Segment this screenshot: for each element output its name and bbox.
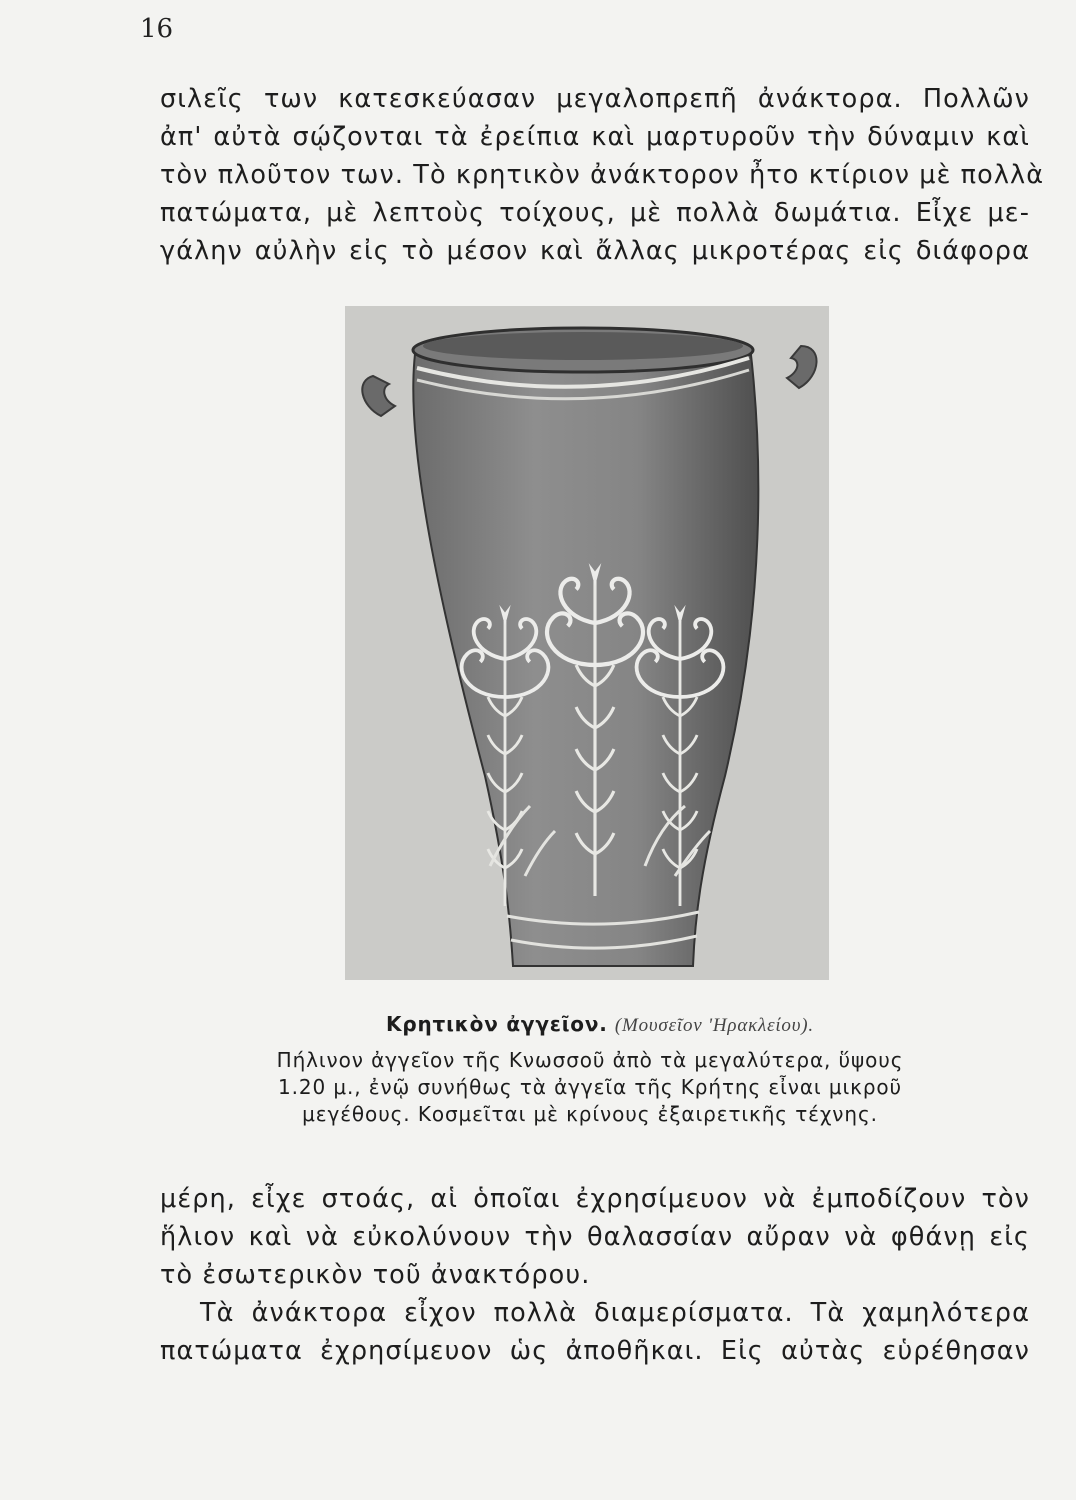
text-line: τὸν πλοῦτον των. Τὸ κρητικὸν ἀνάκτορον ἦτο κτίριον μὲ πολλὰ bbox=[160, 160, 1045, 190]
text-line: πατώματα ἐχρησίμευον ὡς ἀποθῆκαι. Εἰς αὐτὰς εὑρέθησαν bbox=[160, 1336, 1030, 1366]
caption-title-text: Κρητικὸν ἀγγεῖον. bbox=[386, 1012, 608, 1036]
text-line: σιλεῖς των κατεσκεύασαν μεγαλοπρεπῆ ἀνάκτορα. Πολλῶν bbox=[160, 84, 1030, 114]
caption-title bbox=[220, 1012, 980, 1037]
caption-line: μεγέθους. Κοσμεῖται μὲ κρίνους ἐξαιρετικῆς τέχνης. bbox=[302, 1102, 878, 1126]
figure-caption bbox=[200, 1012, 980, 1128]
text-line: ἀπ' αὐτὰ σῴζονται τὰ ἐρείπια καὶ μαρτυροῦν τὴν δύναμιν καὶ bbox=[160, 122, 1030, 152]
text-line: γάλην αὐλὴν εἰς τὸ μέσον καὶ ἄλλας μικροτέρας εἰς διάφορα bbox=[160, 236, 1030, 266]
text-line: πατώματα, μὲ λεπτοὺς τοίχους, μὲ πολλὰ δωμάτια. Εἶχε με- bbox=[160, 198, 1030, 228]
caption-body bbox=[200, 1047, 980, 1128]
caption-line: 1.20 μ., ἐνῷ συνήθως τὰ ἀγγεῖα τῆς Κρήτης εἶναι μικροῦ bbox=[277, 1075, 903, 1099]
body-text-top bbox=[160, 80, 1045, 270]
text-line: τὸ ἐσωτερικὸν τοῦ ἀνακτόρου. bbox=[160, 1260, 591, 1290]
body-text-bottom bbox=[160, 1180, 1030, 1370]
caption-line: Πήλινον ἀγγεῖον τῆς Κνωσσοῦ ἀπὸ τὰ μεγαλύτερα, ὕψους bbox=[276, 1048, 904, 1072]
caption-source: (Μουσεῖον 'Ηρακλείου). bbox=[614, 1015, 814, 1036]
text-line: μέρη, εἶχε στοάς, αἱ ὁποῖαι ἐχρησίμευον νὰ ἐμποδίζουν τὸν bbox=[160, 1184, 1030, 1214]
text-line: Τὰ ἀνάκτορα εἶχον πολλὰ διαμερίσματα. Τὰ χαμηλότερα bbox=[200, 1298, 1030, 1328]
vase-photograph bbox=[345, 306, 829, 980]
text-line: ἥλιον καὶ νὰ εὐκολύνουν τὴν θαλασσίαν αὔραν νὰ φθάνῃ εἰς bbox=[160, 1222, 1030, 1252]
page-number: 16 bbox=[140, 14, 174, 44]
